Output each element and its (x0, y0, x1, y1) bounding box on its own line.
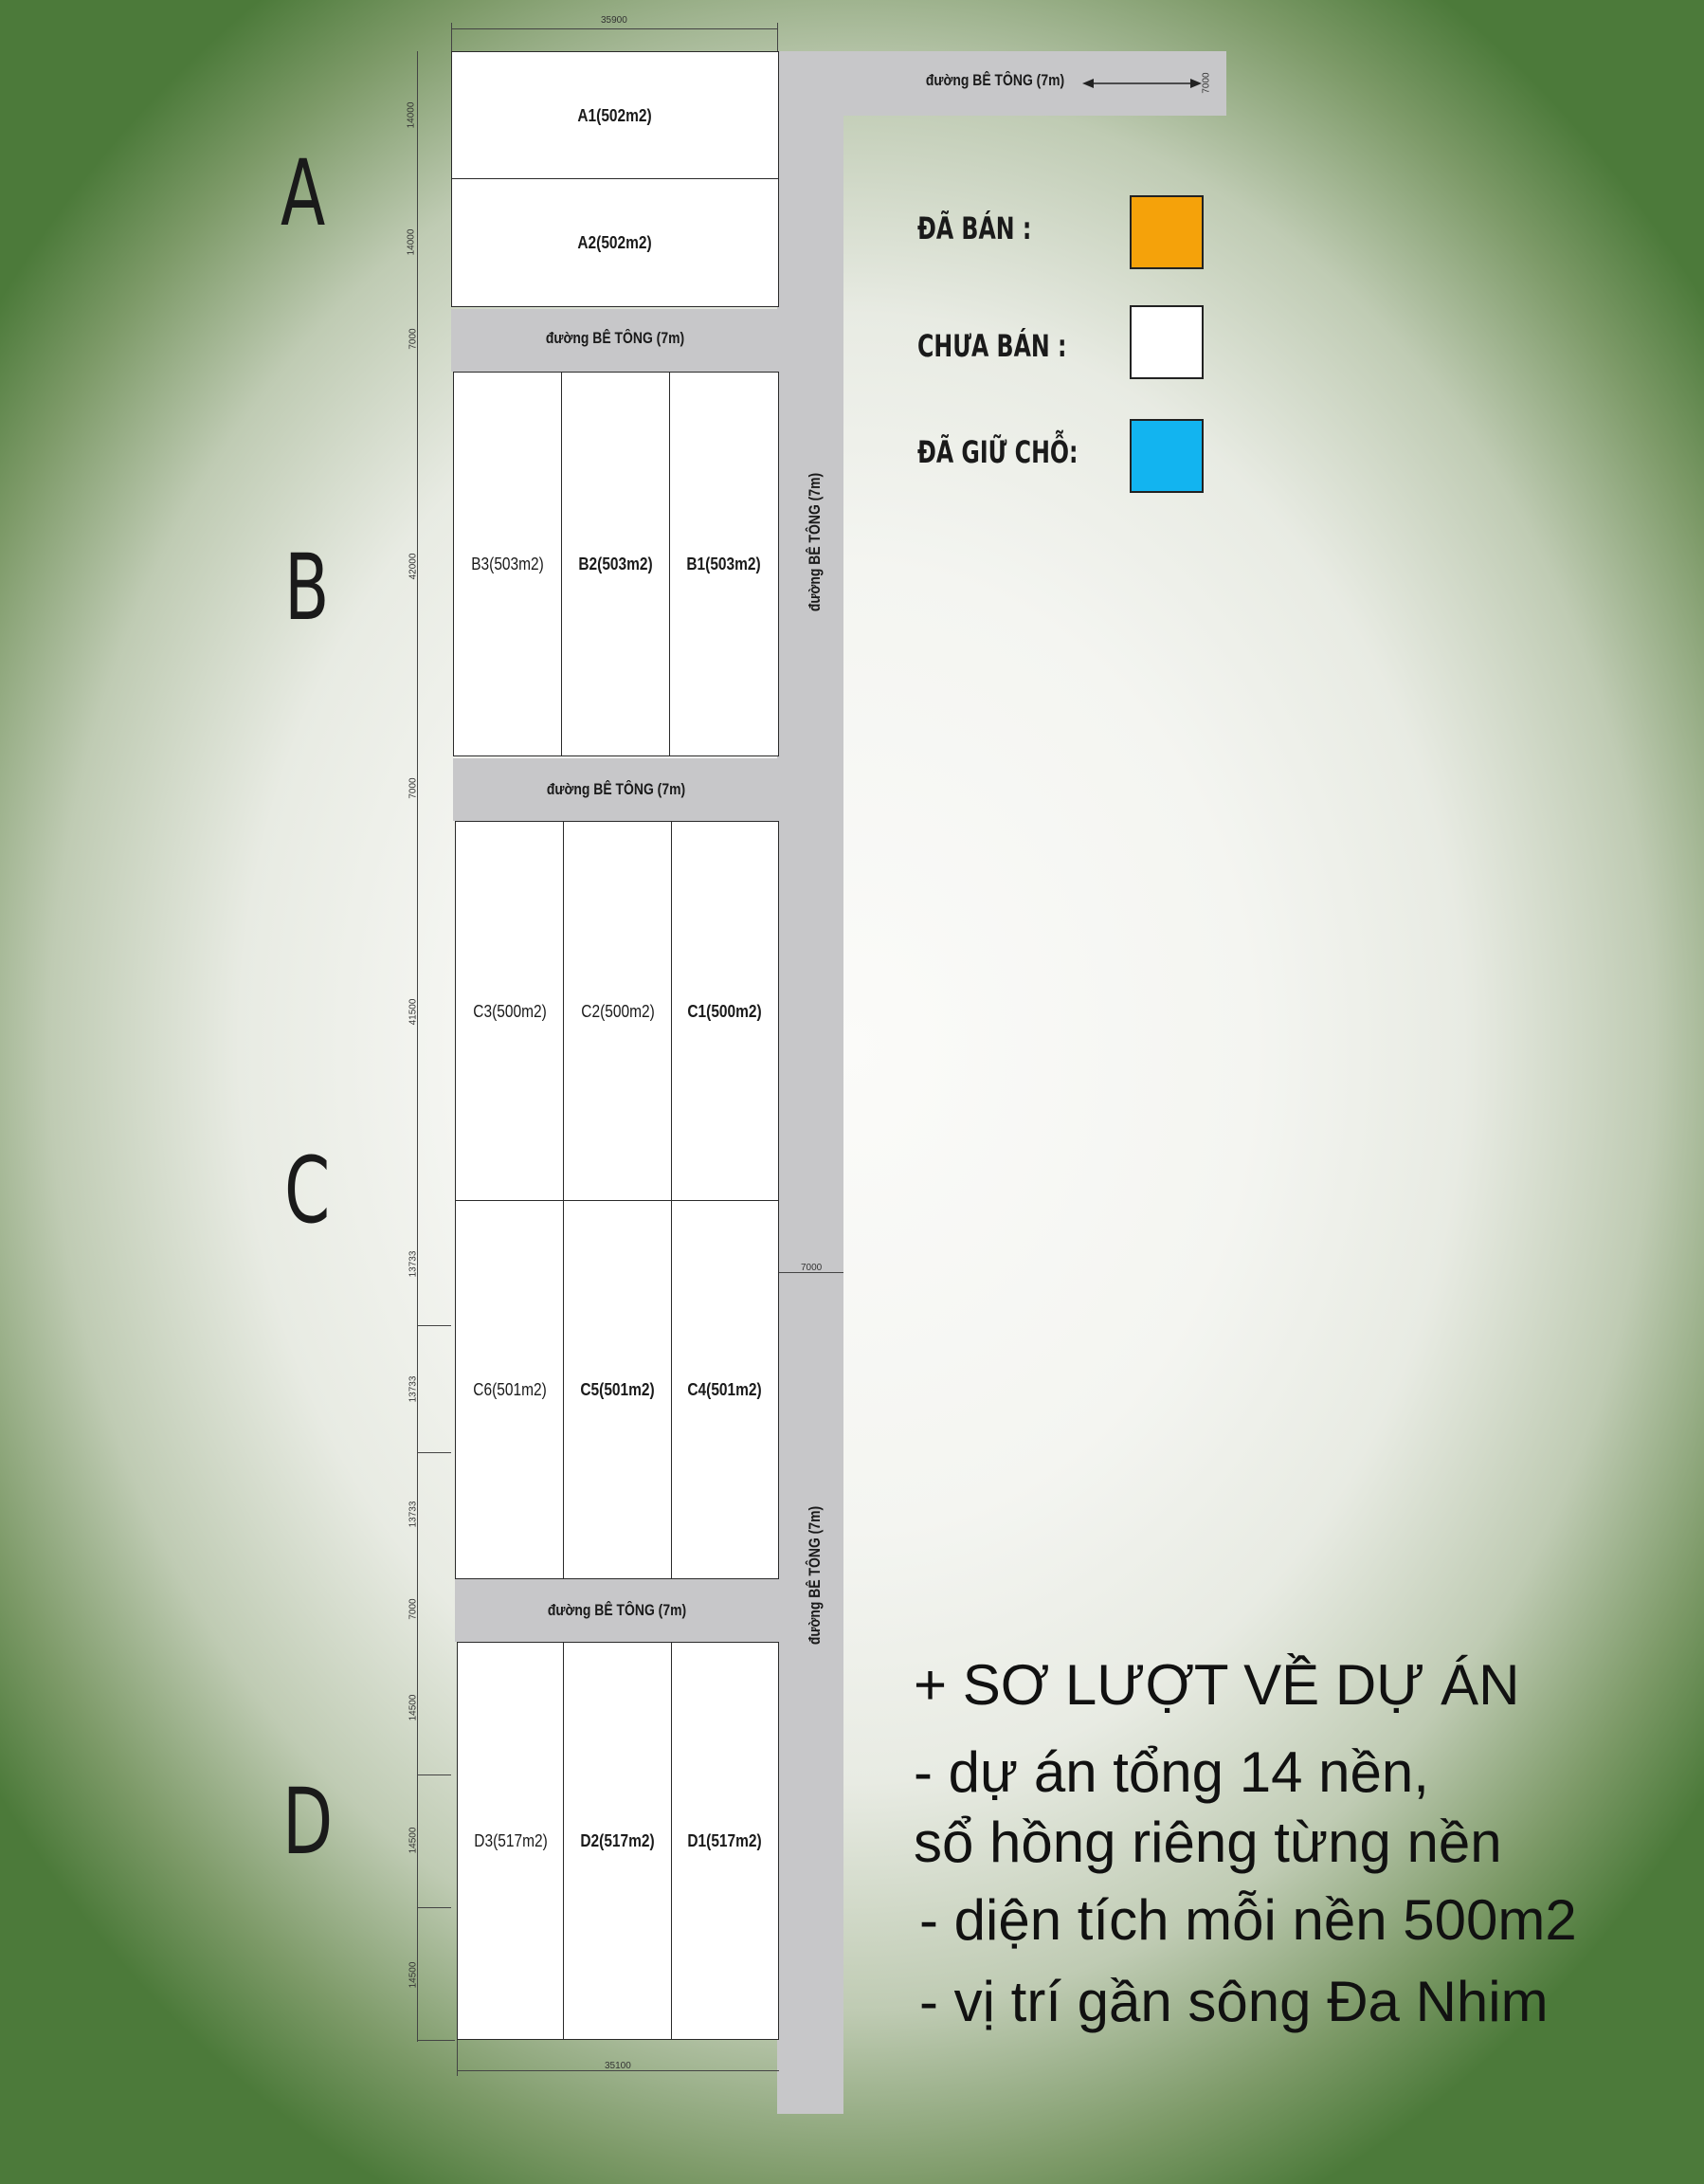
legend-reserved-swatch (1130, 419, 1204, 493)
road-ab-label: đường BÊ TÔNG (7m) (545, 329, 685, 347)
dim-tick (417, 1452, 451, 1453)
zone-label-b: B (284, 535, 330, 641)
dim-c-row2: 13733 (408, 1375, 419, 1403)
dim-road-mid: 7000 (801, 1263, 823, 1273)
lot-b3[interactable]: B3(503m2) (453, 372, 563, 756)
summary-line-3: - diện tích mỗi nền 500m2 (919, 1888, 1577, 1952)
dim-d-row2: 14500 (408, 1827, 419, 1854)
legend-sold-label: ĐÃ BÁN : (917, 210, 1032, 246)
summary-line-4: - vị trí gần sông Đa Nhim (919, 1970, 1549, 2033)
lot-b1[interactable]: B1(503m2) (669, 372, 779, 756)
dim-road-cd: 7000 (408, 1598, 419, 1620)
summary-line-1: - dự án tổng 14 nền, (914, 1740, 1429, 1804)
dim-tick (417, 1774, 451, 1775)
summary-line-2: sổ hồng riêng từng nền (914, 1811, 1502, 1874)
road-top-label: đường BÊ TÔNG (7m) (925, 71, 1065, 89)
zone-label-c: C (284, 1138, 331, 1244)
lot-c4[interactable]: C4(501m2) (671, 1200, 779, 1579)
lot-c6[interactable]: C6(501m2) (455, 1200, 565, 1579)
summary-title: + SƠ LƯỢT VỀ DỰ ÁN (914, 1653, 1520, 1717)
lot-a2[interactable]: A2(502m2) (451, 178, 779, 307)
lot-d2[interactable]: D2(517m2) (563, 1642, 673, 2040)
dim-c-row1: 13733 (408, 1250, 419, 1278)
lot-b2[interactable]: B2(503m2) (561, 372, 671, 756)
dim-tick (417, 1325, 451, 1326)
dim-tick (451, 23, 452, 51)
dim-road-ab: 7000 (408, 328, 419, 350)
dim-bottom-width: 35100 (605, 2061, 631, 2071)
dim-road-bc: 7000 (408, 777, 419, 799)
zone-label-a: A (281, 140, 326, 246)
dim-line-top (451, 28, 777, 29)
dim-d-row1: 14500 (408, 1694, 419, 1721)
lot-c3[interactable]: C3(500m2) (455, 821, 565, 1202)
road-top-arrow (1080, 74, 1204, 93)
road-cd-label: đường BÊ TÔNG (7m) (547, 1601, 687, 1619)
dim-a2: 14000 (406, 228, 417, 256)
road-vertical-lower-label: đường BÊ TÔNG (7m) (806, 1505, 824, 1646)
lot-d3[interactable]: D3(517m2) (457, 1642, 565, 2040)
road-vertical (777, 51, 843, 2114)
road-bc-label: đường BÊ TÔNG (7m) (546, 780, 686, 798)
dim-b: 42000 (408, 553, 419, 580)
dim-a1: 14000 (406, 101, 417, 129)
legend-sold-swatch (1130, 195, 1204, 269)
road-vertical-upper-label: đường BÊ TÔNG (7m) (806, 472, 824, 612)
lot-c1[interactable]: C1(500m2) (671, 821, 779, 1202)
zone-label-d: D (282, 1769, 334, 1875)
dim-tick (457, 2040, 458, 2076)
dim-line-left (417, 51, 418, 2042)
dim-top-width: 35900 (601, 15, 627, 26)
legend-unsold-swatch (1130, 305, 1204, 379)
lot-c5[interactable]: C5(501m2) (563, 1200, 673, 1579)
lot-a1[interactable]: A1(502m2) (451, 51, 779, 180)
dim-tick (417, 2040, 455, 2041)
lot-d1[interactable]: D1(517m2) (671, 1642, 779, 2040)
lot-c2[interactable]: C2(500m2) (563, 821, 673, 1202)
dim-d-row3: 14500 (408, 1961, 419, 1989)
dim-c-row3: 13733 (408, 1501, 419, 1528)
dim-tick (417, 1907, 451, 1908)
dim-road-top: 7000 (1201, 72, 1212, 94)
dim-tick (777, 23, 778, 51)
dim-c-upper: 41500 (408, 998, 419, 1026)
legend-unsold-label: CHƯA BÁN : (917, 328, 1067, 364)
legend-reserved-label: ĐÃ GIỮ CHỖ: (917, 434, 1079, 470)
